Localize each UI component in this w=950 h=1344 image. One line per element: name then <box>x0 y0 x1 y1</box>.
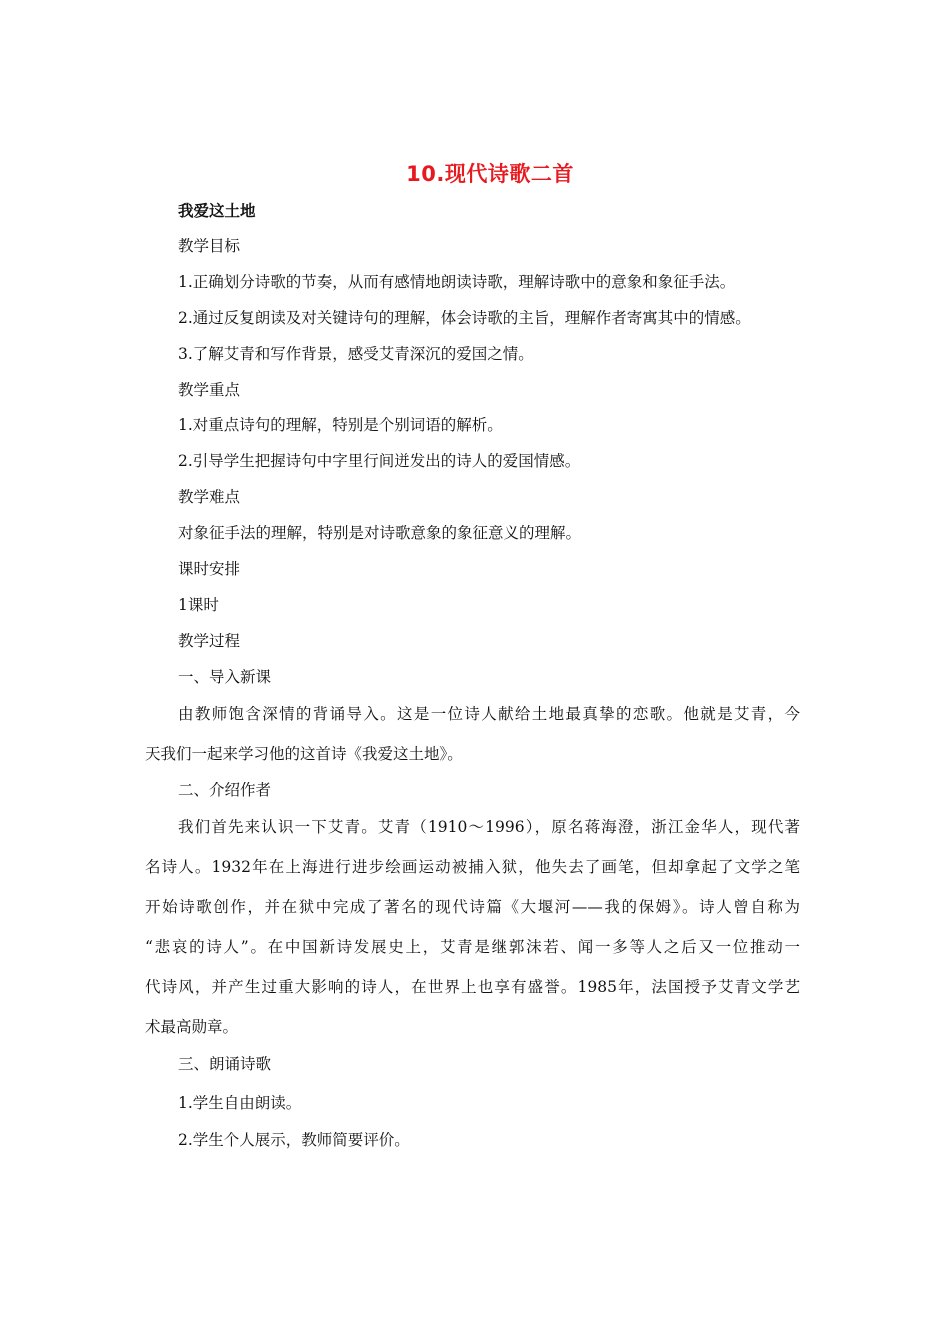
key-point-item: 2.引导学生把握诗句中字里行间迸发出的诗人的爱国情感。 <box>178 452 581 470</box>
step1-paragraph-line: 天我们一起来学习他的这首诗《我爱这土地》。 <box>145 745 463 763</box>
goal-item: 3.了解艾青和写作背景，感受艾青深沉的爱国之情。 <box>178 345 534 363</box>
step2-paragraph-line: 术最高勋章。 <box>145 1018 239 1036</box>
step2-paragraph-line: 名诗人。1932年在上海进行进步绘画运动被捕入狱，他失去了画笔，但却拿起了文学之笔 <box>145 858 800 876</box>
step2-heading: 二、介绍作者 <box>178 781 272 799</box>
difficulty-text: 对象征手法的理解，特别是对诗歌意象的象征意义的理解。 <box>178 524 582 542</box>
goal-item: 1.正确划分诗歌的节奏，从而有感情地朗读诗歌，理解诗歌中的意象和象征手法。 <box>178 273 736 291</box>
difficulty-heading: 教学难点 <box>178 488 241 506</box>
key-points-heading: 教学重点 <box>178 381 241 399</box>
step3-item: 2.学生个人展示，教师简要评价。 <box>178 1131 410 1149</box>
goal-item: 2.通过反复朗读及对关键诗句的理解，体会诗歌的主旨，理解作者寄寓其中的情感。 <box>178 309 751 327</box>
step2-paragraph-line: “悲哀的诗人”。在中国新诗发展史上，艾青是继郭沫若、闻一多等人之后又一位推动一 <box>145 938 800 956</box>
key-point-item: 1.对重点诗句的理解，特别是个别词语的解析。 <box>178 416 503 434</box>
schedule-text: 1课时 <box>178 596 219 614</box>
section-heading: 我爱这土地 <box>178 202 256 220</box>
step2-paragraph-line: 开始诗歌创作，并在狱中完成了著名的现代诗篇《大堰河——我的保姆》。诗人曾自称为 <box>145 898 800 916</box>
document-title: 10.现代诗歌二首 <box>406 162 574 186</box>
step3-heading: 三、朗诵诗歌 <box>178 1055 272 1073</box>
process-heading: 教学过程 <box>178 632 241 650</box>
step2-paragraph-line: 代诗风，并产生过重大影响的诗人，在世界上也享有盛誉。1985年，法国授予艾青文学艺 <box>145 978 800 996</box>
step1-heading: 一、导入新课 <box>178 668 272 686</box>
step1-paragraph-line: 由教师饱含深情的背诵导入。这是一位诗人献给土地最真挚的恋歌。他就是艾青，今 <box>178 705 800 723</box>
goals-heading: 教学目标 <box>178 237 241 255</box>
schedule-heading: 课时安排 <box>178 560 241 578</box>
step3-item: 1.学生自由朗读。 <box>178 1094 302 1112</box>
step2-paragraph-line: 我们首先来认识一下艾青。艾青（1910～1996），原名蒋海澄，浙江金华人，现代著 <box>178 818 800 836</box>
